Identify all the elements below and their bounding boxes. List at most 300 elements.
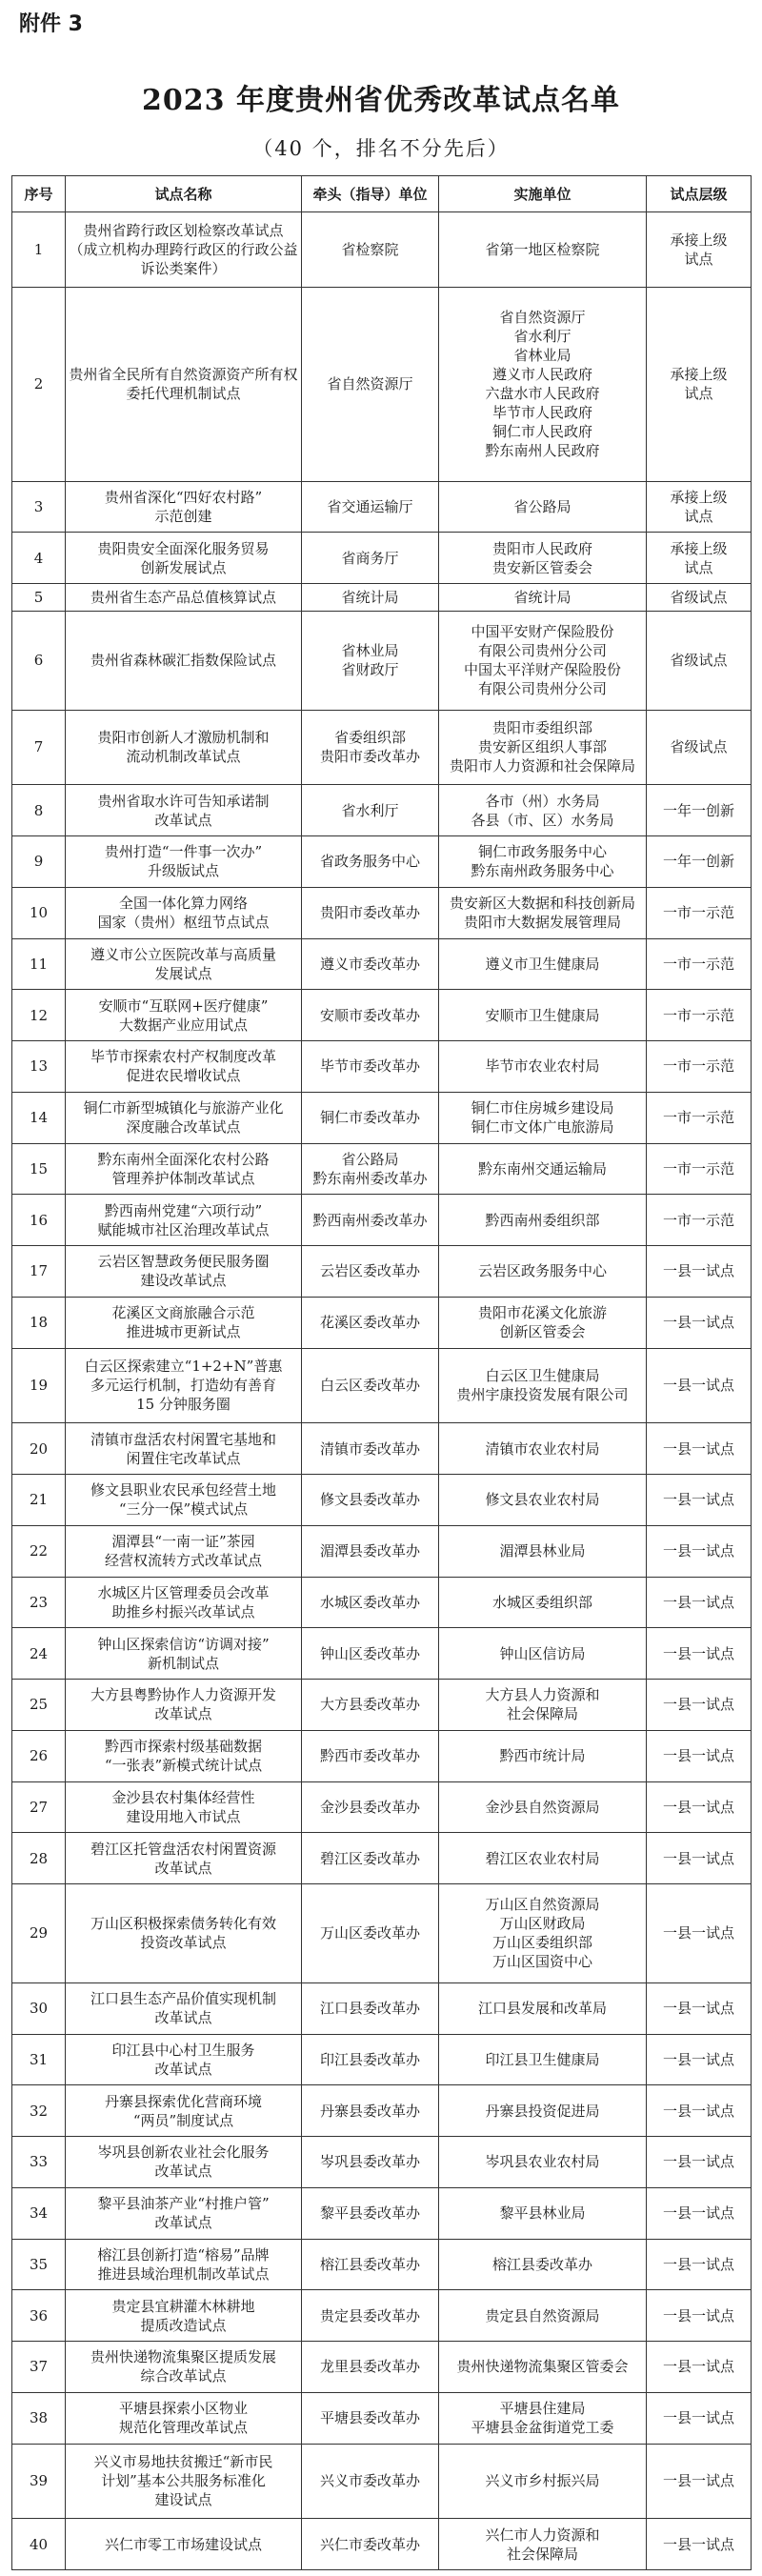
cell-lead-unit [302, 533, 439, 584]
table-row [12, 1348, 752, 1423]
pilot-level-text: 一县一试点 [662, 1542, 734, 1560]
cell-pilot-level [647, 611, 752, 710]
implementing-unit-text: 兴仁市人力资源和 社会保障局 [485, 2526, 600, 2563]
row-number-text: 12 [29, 1006, 49, 1024]
cell-implementing-unit [439, 1143, 647, 1195]
lead-unit-text: 龙里县委改革办 [319, 2358, 420, 2376]
cell-pilot-name [66, 1781, 302, 1833]
cell-row-number [12, 2519, 66, 2570]
table-row [12, 1092, 752, 1143]
row-number-text: 30 [29, 2000, 49, 2018]
cell-implementing-unit [439, 533, 647, 584]
pilot-level-text: 承接上级 试点 [670, 539, 728, 576]
table-row [12, 1628, 752, 1680]
column-header-name: 试点名称 [66, 176, 302, 212]
cell-implementing-unit [439, 1833, 647, 1884]
implementing-unit-text: 铜仁市政务服务中心 黔东南州政务服务中心 [471, 843, 614, 880]
cell-implementing-unit [439, 2034, 647, 2085]
cell-row-number [12, 2239, 66, 2290]
cell-pilot-name [66, 938, 302, 990]
pilot-name-text: 贵州省森林碳汇指数保险试点 [90, 652, 276, 670]
cell-implementing-unit [439, 2342, 647, 2393]
lead-unit-text: 铜仁市委改革办 [319, 1109, 420, 1127]
cell-row-number [12, 1195, 66, 1246]
pilot-name-text: 湄潭县“一南一证”茶园 经营权流转方式改革试点 [104, 1533, 262, 1570]
pilot-level-text: 一县一试点 [662, 1314, 734, 1332]
cell-pilot-name [66, 785, 302, 836]
lead-unit-text: 白云区委改革办 [319, 1377, 420, 1395]
row-number-text: 9 [33, 853, 44, 871]
cell-pilot-level [647, 1195, 752, 1246]
cell-pilot-level [647, 836, 752, 888]
pilot-level-text: 一县一试点 [662, 2204, 734, 2223]
pilot-level-text: 一县一试点 [662, 2153, 734, 2171]
cell-lead-unit [302, 2444, 439, 2519]
cell-implementing-unit [439, 584, 647, 612]
lead-unit-text: 云岩区委改革办 [319, 1262, 420, 1280]
lead-unit-text: 修文县委改革办 [319, 1491, 420, 1509]
cell-pilot-name [66, 1475, 302, 1526]
pilot-name-text: 修文县职业农民承包经营土地 “三分一保”模式试点 [90, 1481, 276, 1519]
table-row [12, 710, 752, 785]
cell-pilot-name [66, 2444, 302, 2519]
pilot-level-text: 一县一试点 [662, 2000, 734, 2018]
cell-lead-unit [302, 887, 439, 938]
cell-lead-unit [302, 2519, 439, 2570]
pilot-level-text: 一县一试点 [662, 1747, 734, 1765]
table-row [12, 2444, 752, 2519]
cell-pilot-level [647, 287, 752, 481]
lead-unit-text: 安顺市委改革办 [319, 1006, 420, 1024]
cell-pilot-level [647, 2137, 752, 2188]
cell-lead-unit [302, 2239, 439, 2290]
row-number-text: 10 [29, 904, 49, 922]
column-header-no: 序号 [12, 176, 66, 212]
row-number-text: 26 [29, 1747, 49, 1765]
cell-pilot-level [647, 533, 752, 584]
cell-row-number [12, 1092, 66, 1143]
cell-lead-unit [302, 938, 439, 990]
pilot-name-text: 大方县粤黔协作人力资源开发 改革试点 [90, 1686, 276, 1723]
pilot-level-text: 省级试点 [670, 738, 728, 756]
table-row [12, 611, 752, 710]
row-number-text: 1 [33, 240, 44, 258]
table-row [12, 1143, 752, 1195]
table-row [12, 938, 752, 990]
row-number-text: 16 [29, 1211, 49, 1229]
row-number-text: 33 [29, 2153, 49, 2171]
row-number-text: 36 [29, 2306, 49, 2324]
pilot-level-text: 一县一试点 [662, 1377, 734, 1395]
cell-pilot-name [66, 2034, 302, 2085]
cell-pilot-name [66, 1423, 302, 1475]
implementing-unit-text: 丹寨县投资促进局 [485, 2102, 600, 2120]
lead-unit-text: 省自然资源厅 [327, 375, 413, 393]
table-row [12, 1475, 752, 1526]
pilot-name-text: 遵义市公立医院改革与高质量 发展试点 [90, 945, 276, 982]
row-number-text: 37 [29, 2358, 49, 2376]
table-row [12, 2392, 752, 2444]
row-number-text: 13 [29, 1057, 49, 1076]
cell-implementing-unit [439, 2392, 647, 2444]
cell-implementing-unit [439, 2187, 647, 2239]
pilot-name-text: 丹寨县探索优化营商环境 “两员”制度试点 [104, 2092, 262, 2129]
table-row [12, 2187, 752, 2239]
pilot-level-text: 承接上级 试点 [670, 366, 728, 403]
table-row [12, 836, 752, 888]
implementing-unit-text: 云岩区政务服务中心 [477, 1262, 607, 1280]
pilot-name-text: 花溪区文商旅融合示范 推进城市更新试点 [111, 1304, 255, 1341]
cell-pilot-level [647, 2187, 752, 2239]
cell-pilot-name [66, 990, 302, 1041]
cell-row-number [12, 1423, 66, 1475]
pilot-name-text: 全国一体化算力网络 国家（贵州）枢纽节点试点 [97, 895, 270, 932]
implementing-unit-text: 省公路局 [513, 497, 572, 515]
cell-pilot-name [66, 2342, 302, 2393]
pilot-name-text: 水城区片区管理委员会改革 助推乡村振兴改革试点 [97, 1583, 270, 1620]
cell-pilot-level [647, 2085, 752, 2137]
cell-implementing-unit [439, 212, 647, 288]
pilot-level-text: 一县一试点 [662, 2535, 734, 2553]
pilot-level-text: 一市一示范 [662, 1006, 734, 1024]
implementing-unit-text: 安顺市卫生健康局 [485, 1006, 600, 1024]
lead-unit-text: 清镇市委改革办 [319, 1439, 420, 1458]
pilot-name-text: 安顺市“互联网+医疗健康” 大数据产业应用试点 [98, 996, 269, 1034]
cell-row-number [12, 1041, 66, 1093]
lead-unit-text: 贵定县委改革办 [319, 2306, 420, 2324]
cell-pilot-name [66, 2519, 302, 2570]
lead-unit-text: 省委组织部 贵阳市委改革办 [319, 729, 420, 766]
cell-lead-unit [302, 2290, 439, 2342]
lead-unit-text: 榕江县委改革办 [319, 2255, 420, 2273]
pilot-name-text: 贵州省生态产品总值核算试点 [90, 588, 276, 606]
cell-implementing-unit [439, 1092, 647, 1143]
cell-row-number [12, 785, 66, 836]
cell-implementing-unit [439, 287, 647, 481]
cell-pilot-name [66, 710, 302, 785]
lead-unit-text: 省水利厅 [341, 801, 399, 819]
lead-unit-text: 大方县委改革办 [319, 1696, 420, 1714]
cell-pilot-name [66, 212, 302, 288]
cell-pilot-name [66, 2085, 302, 2137]
table-row [12, 990, 752, 1041]
cell-implementing-unit [439, 2085, 647, 2137]
pilot-name-text: 黔西市探索村级基础数据 “一张表”新模式统计试点 [104, 1738, 263, 1775]
pilot-level-text: 一县一试点 [662, 1696, 734, 1714]
implementing-unit-text: 榕江县委改革办 [491, 2255, 592, 2273]
pilot-name-text: 贵阳市创新人才激励机制和 流动机制改革试点 [97, 729, 270, 766]
row-number-text: 28 [29, 1849, 49, 1867]
cell-row-number [12, 2034, 66, 2085]
implementing-unit-text: 江口县发展和改革局 [477, 2000, 607, 2018]
cell-row-number [12, 1525, 66, 1577]
cell-implementing-unit [439, 1577, 647, 1628]
row-number-text: 38 [29, 2409, 49, 2427]
document-subtitle: （40 个，排名不分先后） [252, 137, 510, 160]
lead-unit-text: 省检察院 [341, 240, 399, 258]
pilot-level-text: 一县一试点 [662, 2255, 734, 2273]
implementing-unit-text: 印江县卫生健康局 [485, 2050, 600, 2068]
pilot-name-text: 钟山区探索信访“访调对接” 新机制试点 [97, 1635, 270, 1672]
row-number-text: 29 [29, 1924, 49, 1942]
table-row [12, 1525, 752, 1577]
cell-pilot-level [647, 2342, 752, 2393]
cell-row-number [12, 1833, 66, 1884]
cell-pilot-name [66, 1577, 302, 1628]
table-row [12, 1730, 752, 1781]
column-header-level: 试点层级 [647, 176, 752, 212]
cell-row-number [12, 2187, 66, 2239]
pilot-level-text: 省级试点 [670, 588, 728, 606]
pilot-level-text: 省级试点 [670, 652, 728, 670]
cell-pilot-name [66, 1348, 302, 1423]
cell-lead-unit [302, 1246, 439, 1298]
cell-pilot-name [66, 1195, 302, 1246]
pilot-level-text: 一市一示范 [662, 904, 734, 922]
pilot-name-text: 印江县中心村卫生服务 改革试点 [111, 2041, 255, 2078]
cell-row-number [12, 2290, 66, 2342]
pilot-level-text: 一县一试点 [662, 1491, 734, 1509]
cell-implementing-unit [439, 481, 647, 533]
row-number-text: 25 [29, 1696, 49, 1714]
cell-pilot-level [647, 212, 752, 288]
cell-lead-unit [302, 1143, 439, 1195]
cell-implementing-unit [439, 938, 647, 990]
pilot-name-text: 黔西南州党建“六项行动” 赋能城市社区治理改革试点 [97, 1201, 270, 1238]
cell-lead-unit [302, 1475, 439, 1526]
implementing-unit-text: 中国平安财产保险股份 有限公司贵州分公司 中国太平洋财产保险股份 有限公司贵州分公司 [463, 623, 621, 698]
row-number-text: 3 [33, 497, 44, 515]
cell-pilot-level [647, 2034, 752, 2085]
cell-implementing-unit [439, 1297, 647, 1348]
lead-unit-text: 丹寨县委改革办 [319, 2102, 420, 2120]
implementing-unit-text: 修文县农业农村局 [485, 1491, 600, 1509]
cell-pilot-name [66, 2137, 302, 2188]
cell-row-number [12, 1884, 66, 1983]
table-row [12, 1577, 752, 1628]
pilot-name-text: 白云区探索建立“1+2+N”普惠 多元运行机制，打造幼有善育 15 分钟服务圈 [84, 1358, 283, 1414]
row-number-text: 23 [29, 1593, 49, 1611]
pilot-level-text: 一县一试点 [662, 2102, 734, 2120]
lead-unit-text: 花溪区委改革办 [319, 1314, 420, 1332]
implementing-unit-text: 各市（州）水务局 各县（市、区）水务局 [471, 792, 614, 829]
cell-pilot-name [66, 1680, 302, 1731]
cell-row-number [12, 1730, 66, 1781]
pilot-level-text: 一县一试点 [662, 2472, 734, 2490]
cell-pilot-name [66, 584, 302, 612]
cell-lead-unit [302, 611, 439, 710]
table-row [12, 2239, 752, 2290]
pilot-name-text: 黔东南州全面深化农村公路 管理养护体制改革试点 [97, 1150, 270, 1187]
cell-lead-unit [302, 1982, 439, 2034]
row-number-text: 32 [29, 2102, 49, 2120]
cell-lead-unit [302, 1423, 439, 1475]
cell-implementing-unit [439, 1781, 647, 1833]
pilot-level-text: 一市一示范 [662, 955, 734, 973]
pilot-name-text: 毕节市探索农村产权制度改革 促进农民增收试点 [90, 1048, 276, 1085]
table-row [12, 2342, 752, 2393]
implementing-unit-text: 金沙县自然资源局 [485, 1798, 600, 1816]
cell-lead-unit [302, 2085, 439, 2137]
cell-implementing-unit [439, 1680, 647, 1731]
lead-unit-text: 印江县委改革办 [319, 2050, 420, 2068]
pilot-level-text: 一县一试点 [662, 1924, 734, 1942]
lead-unit-text: 黎平县委改革办 [319, 2204, 420, 2223]
implementing-unit-text: 平塘县住建局 平塘县金盆街道党工委 [471, 2400, 614, 2437]
pilot-name-text: 岑巩县创新农业社会化服务 改革试点 [97, 2143, 270, 2181]
cell-pilot-name [66, 2239, 302, 2290]
cell-pilot-level [647, 990, 752, 1041]
pilot-name-text: 清镇市盘活农村闲置宅基地和 闲置住宅改革试点 [90, 1430, 276, 1467]
pilot-name-text: 榕江县创新打造“榕易”品牌 推进县域治理机制改革试点 [97, 2245, 270, 2283]
lead-unit-text: 平塘县委改革办 [319, 2409, 420, 2427]
pilot-name-text: 贵州省全民所有自然资源资产所有权委托代理机制试点 [69, 366, 298, 403]
implementing-unit-text: 贵州快递物流集聚区管委会 [456, 2358, 629, 2376]
table-row [12, 2137, 752, 2188]
lead-unit-text: 黔西南州委改革办 [312, 1211, 428, 1229]
table-row [12, 212, 752, 288]
row-number-text: 24 [29, 1644, 49, 1662]
lead-unit-text: 兴仁市委改革办 [319, 2535, 420, 2553]
cell-pilot-level [647, 2290, 752, 2342]
cell-pilot-name [66, 1730, 302, 1781]
row-number-text: 27 [29, 1798, 49, 1816]
table-row [12, 1680, 752, 1731]
cell-row-number [12, 1982, 66, 2034]
implementing-unit-text: 贵安新区大数据和科技创新局 贵阳市大数据发展管理局 [449, 895, 635, 932]
pilot-name-text: 兴仁市零工市场建设试点 [104, 2535, 262, 2553]
lead-unit-text: 江口县委改革办 [319, 2000, 420, 2018]
table-row [12, 1781, 752, 1833]
cell-lead-unit [302, 2137, 439, 2188]
table-row [12, 1041, 752, 1093]
cell-row-number [12, 287, 66, 481]
implementing-unit-text: 省统计局 [513, 588, 572, 606]
cell-pilot-level [647, 1423, 752, 1475]
table-row [12, 1297, 752, 1348]
cell-lead-unit [302, 1680, 439, 1731]
implementing-unit-text: 铜仁市住房城乡建设局 铜仁市文体广电旅游局 [471, 1099, 614, 1137]
row-number-text: 18 [29, 1314, 49, 1332]
cell-implementing-unit [439, 2137, 647, 2188]
table-body [12, 212, 752, 2570]
cell-lead-unit [302, 1781, 439, 1833]
cell-pilot-level [647, 584, 752, 612]
pilot-name-text: 平塘县探索小区物业 规范化管理改革试点 [118, 2400, 248, 2437]
cell-row-number [12, 1143, 66, 1195]
cell-implementing-unit [439, 887, 647, 938]
cell-pilot-name [66, 1525, 302, 1577]
row-number-text: 2 [33, 375, 44, 393]
cell-row-number [12, 1475, 66, 1526]
cell-row-number [12, 1348, 66, 1423]
cell-lead-unit [302, 1577, 439, 1628]
pilot-level-text: 一县一试点 [662, 1849, 734, 1867]
cell-pilot-level [647, 938, 752, 990]
lead-unit-text: 省公路局 黔东南州委改革办 [312, 1150, 428, 1187]
table-row [12, 2290, 752, 2342]
table-row [12, 1423, 752, 1475]
cell-lead-unit [302, 710, 439, 785]
cell-implementing-unit [439, 1423, 647, 1475]
cell-lead-unit [302, 1195, 439, 1246]
cell-lead-unit [302, 1730, 439, 1781]
cell-pilot-level [647, 887, 752, 938]
cell-row-number [12, 710, 66, 785]
row-number-text: 7 [33, 738, 44, 756]
cell-implementing-unit [439, 1628, 647, 1680]
cell-implementing-unit [439, 1884, 647, 1983]
cell-pilot-level [647, 1730, 752, 1781]
pilot-level-text: 一市一示范 [662, 1159, 734, 1177]
implementing-unit-text: 贵定县自然资源局 [485, 2306, 600, 2324]
cell-row-number [12, 584, 66, 612]
cell-pilot-level [647, 1092, 752, 1143]
lead-unit-text: 毕节市委改革办 [319, 1057, 420, 1076]
pilot-level-text: 一市一示范 [662, 1057, 734, 1076]
cell-lead-unit [302, 2342, 439, 2393]
row-number-text: 4 [33, 549, 44, 567]
cell-row-number [12, 990, 66, 1041]
cell-pilot-level [647, 2392, 752, 2444]
cell-lead-unit [302, 287, 439, 481]
cell-row-number [12, 2392, 66, 2444]
lead-unit-text: 岑巩县委改革办 [319, 2153, 420, 2171]
cell-pilot-name [66, 533, 302, 584]
row-number-text: 11 [29, 955, 49, 973]
pilot-name-text: 万山区积极探索债务转化有效 投资改革试点 [90, 1915, 276, 1952]
cell-implementing-unit [439, 2444, 647, 2519]
table-row [12, 1884, 752, 1983]
cell-implementing-unit [439, 785, 647, 836]
cell-row-number [12, 1297, 66, 1348]
table-row [12, 584, 752, 612]
cell-pilot-level [647, 2239, 752, 2290]
implementing-unit-text: 遵义市卫生健康局 [485, 955, 600, 973]
cell-row-number [12, 1246, 66, 1298]
lead-unit-text: 遵义市委改革办 [319, 955, 420, 973]
cell-lead-unit [302, 584, 439, 612]
cell-pilot-name [66, 1092, 302, 1143]
cell-pilot-level [647, 1628, 752, 1680]
lead-unit-text: 湄潭县委改革办 [319, 1542, 420, 1560]
pilot-level-text: 一县一试点 [662, 1798, 734, 1816]
pilot-name-text: 贵州省深化“四好农村路” 示范创建 [104, 488, 263, 525]
cell-pilot-name [66, 1041, 302, 1093]
pilot-level-text: 一县一试点 [662, 1593, 734, 1611]
lead-unit-text: 省政务服务中心 [319, 853, 420, 871]
lead-unit-text: 水城区委改革办 [319, 1593, 420, 1611]
pilot-level-text: 一年一创新 [662, 853, 734, 871]
cell-pilot-level [647, 710, 752, 785]
cell-pilot-level [647, 481, 752, 533]
table-row [12, 2085, 752, 2137]
implementing-unit-text: 贵阳市人民政府 贵安新区管委会 [491, 539, 592, 576]
pilot-name-text: 黎平县油茶产业“村推户管” 改革试点 [97, 2195, 270, 2232]
pilot-name-text: 兴义市易地扶贫搬迁“新市民 计划”基本公共服务标准化 建设试点 [93, 2453, 273, 2509]
lead-unit-text: 省统计局 [341, 588, 399, 606]
lead-unit-text: 黔西市委改革办 [319, 1747, 420, 1765]
document-title: 2023 年度贵州省优秀改革试点名单 [142, 84, 620, 117]
cell-pilot-name [66, 1246, 302, 1298]
row-number-text: 20 [29, 1439, 49, 1458]
cell-lead-unit [302, 2187, 439, 2239]
cell-implementing-unit [439, 1525, 647, 1577]
cell-lead-unit [302, 990, 439, 1041]
cell-pilot-level [647, 1525, 752, 1577]
cell-row-number [12, 1781, 66, 1833]
cell-row-number [12, 2342, 66, 2393]
